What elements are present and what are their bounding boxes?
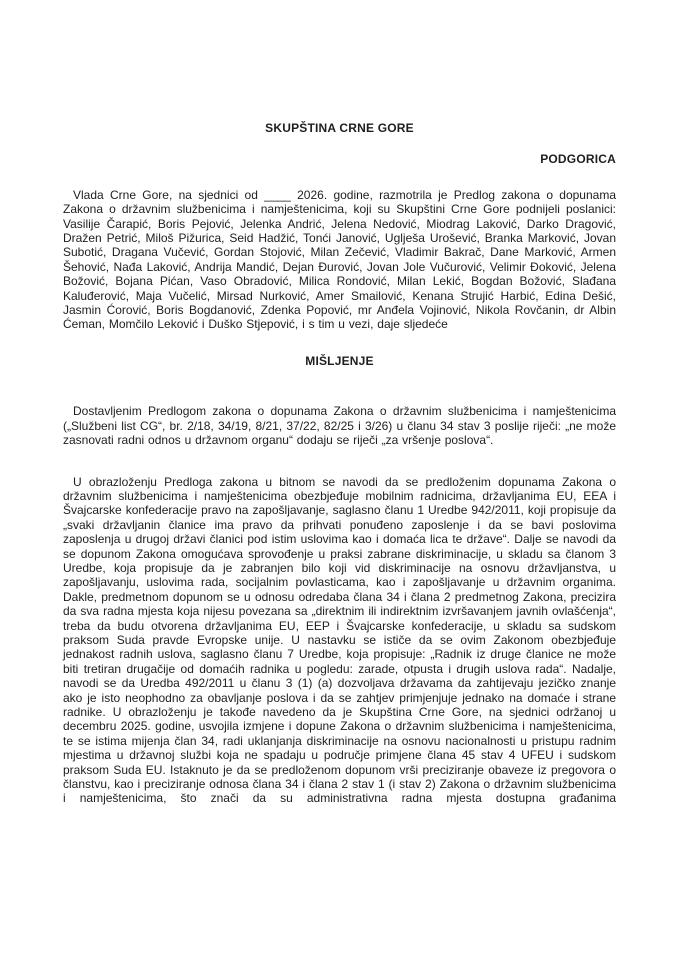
institution-title: SKUPŠTINA CRNE GORE: [265, 121, 414, 135]
city-label: PODGORICA: [540, 152, 616, 167]
explanation-paragraph: U obrazloženju Predloga zakona u bitnom se navodi da se predloženim dopunama Zakona o državnim službenicima i namještenicima obezbjeđuje mobilnim radnicima, državljanima EU, EEA i Švajcarske konfederacije pravo na zapošljavanje, saglasno članu 1 Uredbe 942/2011, koji propisuje da „svaki državljanin članice ima pravo da prihvati ponuđeno zaposlenje i da se bavi poslovima zaposlenja u drugoj državi članici pod istim uslovima kao i domaća lica te države“. Dalje se navodi da se dopunom Zakona omogućava sprovođenje u praksi zabrane diskriminacije, u skladu sa članom 3 Uredbe, koja propisuje da je zabranjen bilo koji vid diskriminacije na osnovu državljanstva, u zapošljavanju, uslovima rada, socijalnim povlasticama, kao i zapošljavanje u državnim organima. Dakle, predmetnom dopunom se u odnosu odredaba člana 34 i člana 2 predmetnog Zakona, precizira da sva radna mjesta koja nijesu povezana sa „direktnim ili indirektnim izvršavanjem javnih ovlašćenja“, treba da budu otvorena državljanima EU, EEP i Švajcarske konfederacije, u skladu sa sudskom praksom Suda pravde Evropske unije. U nastavku se ističe da se ovim Zakonom obezbjeđuje jednakost radnih uslova, saglasno članu 7 Uredbe, koja propisuje: „Radnik iz druge članice ne može biti tretiran drugačije od domaćih radnika u pogledu: zarade, otpusta i drugih uslova rada“. Nadalje, navodi se da Uredba 492/2011 u članu 3 (1) (a) dozvoljava državama da zahtijevaju jezičko znanje ako je isto neophodno za obavljanje poslova i da se zahtjev primjenjuje jednako na domaće i strane radnike. U obrazloženju je takođe navedeno da je Skupština Crne Gore, na sjednici održanoj u decembru 2025. godine, usvojila izmjene i dopune Zakona o državnim službenicima i namještenicima, te se istima mijenja član 34, radi uklanjanja diskriminacije na osnovu nacionalnosti u pristupu radnim mjestima u državnoj službi koja ne spadaju u područje primjene člana 45 stav 4 UFEU i sudskom praksom Suda EU. Istaknuto je da se predloženom dopunom vrši preciziranje obaveze iz pregovora o članstvu, kao i preciziranje odnosa člana 34 i člana 2 stav 1 (i stav 2) Zakona o državnim službenicima i namještenicima, što znači da su administrativna radna mjesta dostupna građanima: [63, 474, 616, 806]
document-content: [63, 121, 616, 818]
intro-paragraph: Vlada Crne Gore, na sjednici od ____ 2026. godine, razmotrila je Predlog zakona o dopunama Zakona o državnim službenicima i namještenicima, koji su Skupštini Crne Gore podnijeli poslanici: Vasilije Čarapić, Boris Pejović, Jelenka Andrić, Jelena Nedović, Miodrag Laković, Darko Dragović, Dražen Petrić, Miloš Pižurica, Seid Hadžić, Tonći Janović, Uglješa Urošević, Branka Marković, Jovan Subotić, Dragana Vučević, Gordan Stojović, Milan Zečević, Vladimir Bakrač, Dane Marković, Armen Šehović, Nađa Laković, Andrija Mandić, Dejan Đurović, Jovan Jole Vučurović, Velimir Đoković, Jelena Božović, Bojana Pićan, Vaso Obradović, Milica Rondović, Milan Lekić, Bogdan Božović, Slađana Kaluđerović, Maja Vučelić, Mirsad Nurković, Amer Smailović, Kenana Strujić Harbić, Edina Dešić, Jasmin Ćorović, Boris Bogdanović, Zdenka Popović, mr Anđela Vojinović, Nikola Rovčanin, dr Albin Ćeman, Momčilo Leković i Duško Stjepović, i s tim u vezi, daje sljedeće: [63, 187, 616, 332]
opinion-heading: MIŠLJENJE: [305, 353, 374, 368]
opinion-subject-paragraph: Dostavljenim Predlogom zakona o dopunama Zakona o državnim službenicima i namještenicima („Službeni list CG“, br. 2/18, 34/19, 8/21, 37/22, 82/25 i 3/26) u članu 34 stav 3 poslije riječi: „ne može zasnovati radni odnos u državnom organu“ dodaju se riječi „za vršenje poslova“.: [63, 404, 616, 448]
